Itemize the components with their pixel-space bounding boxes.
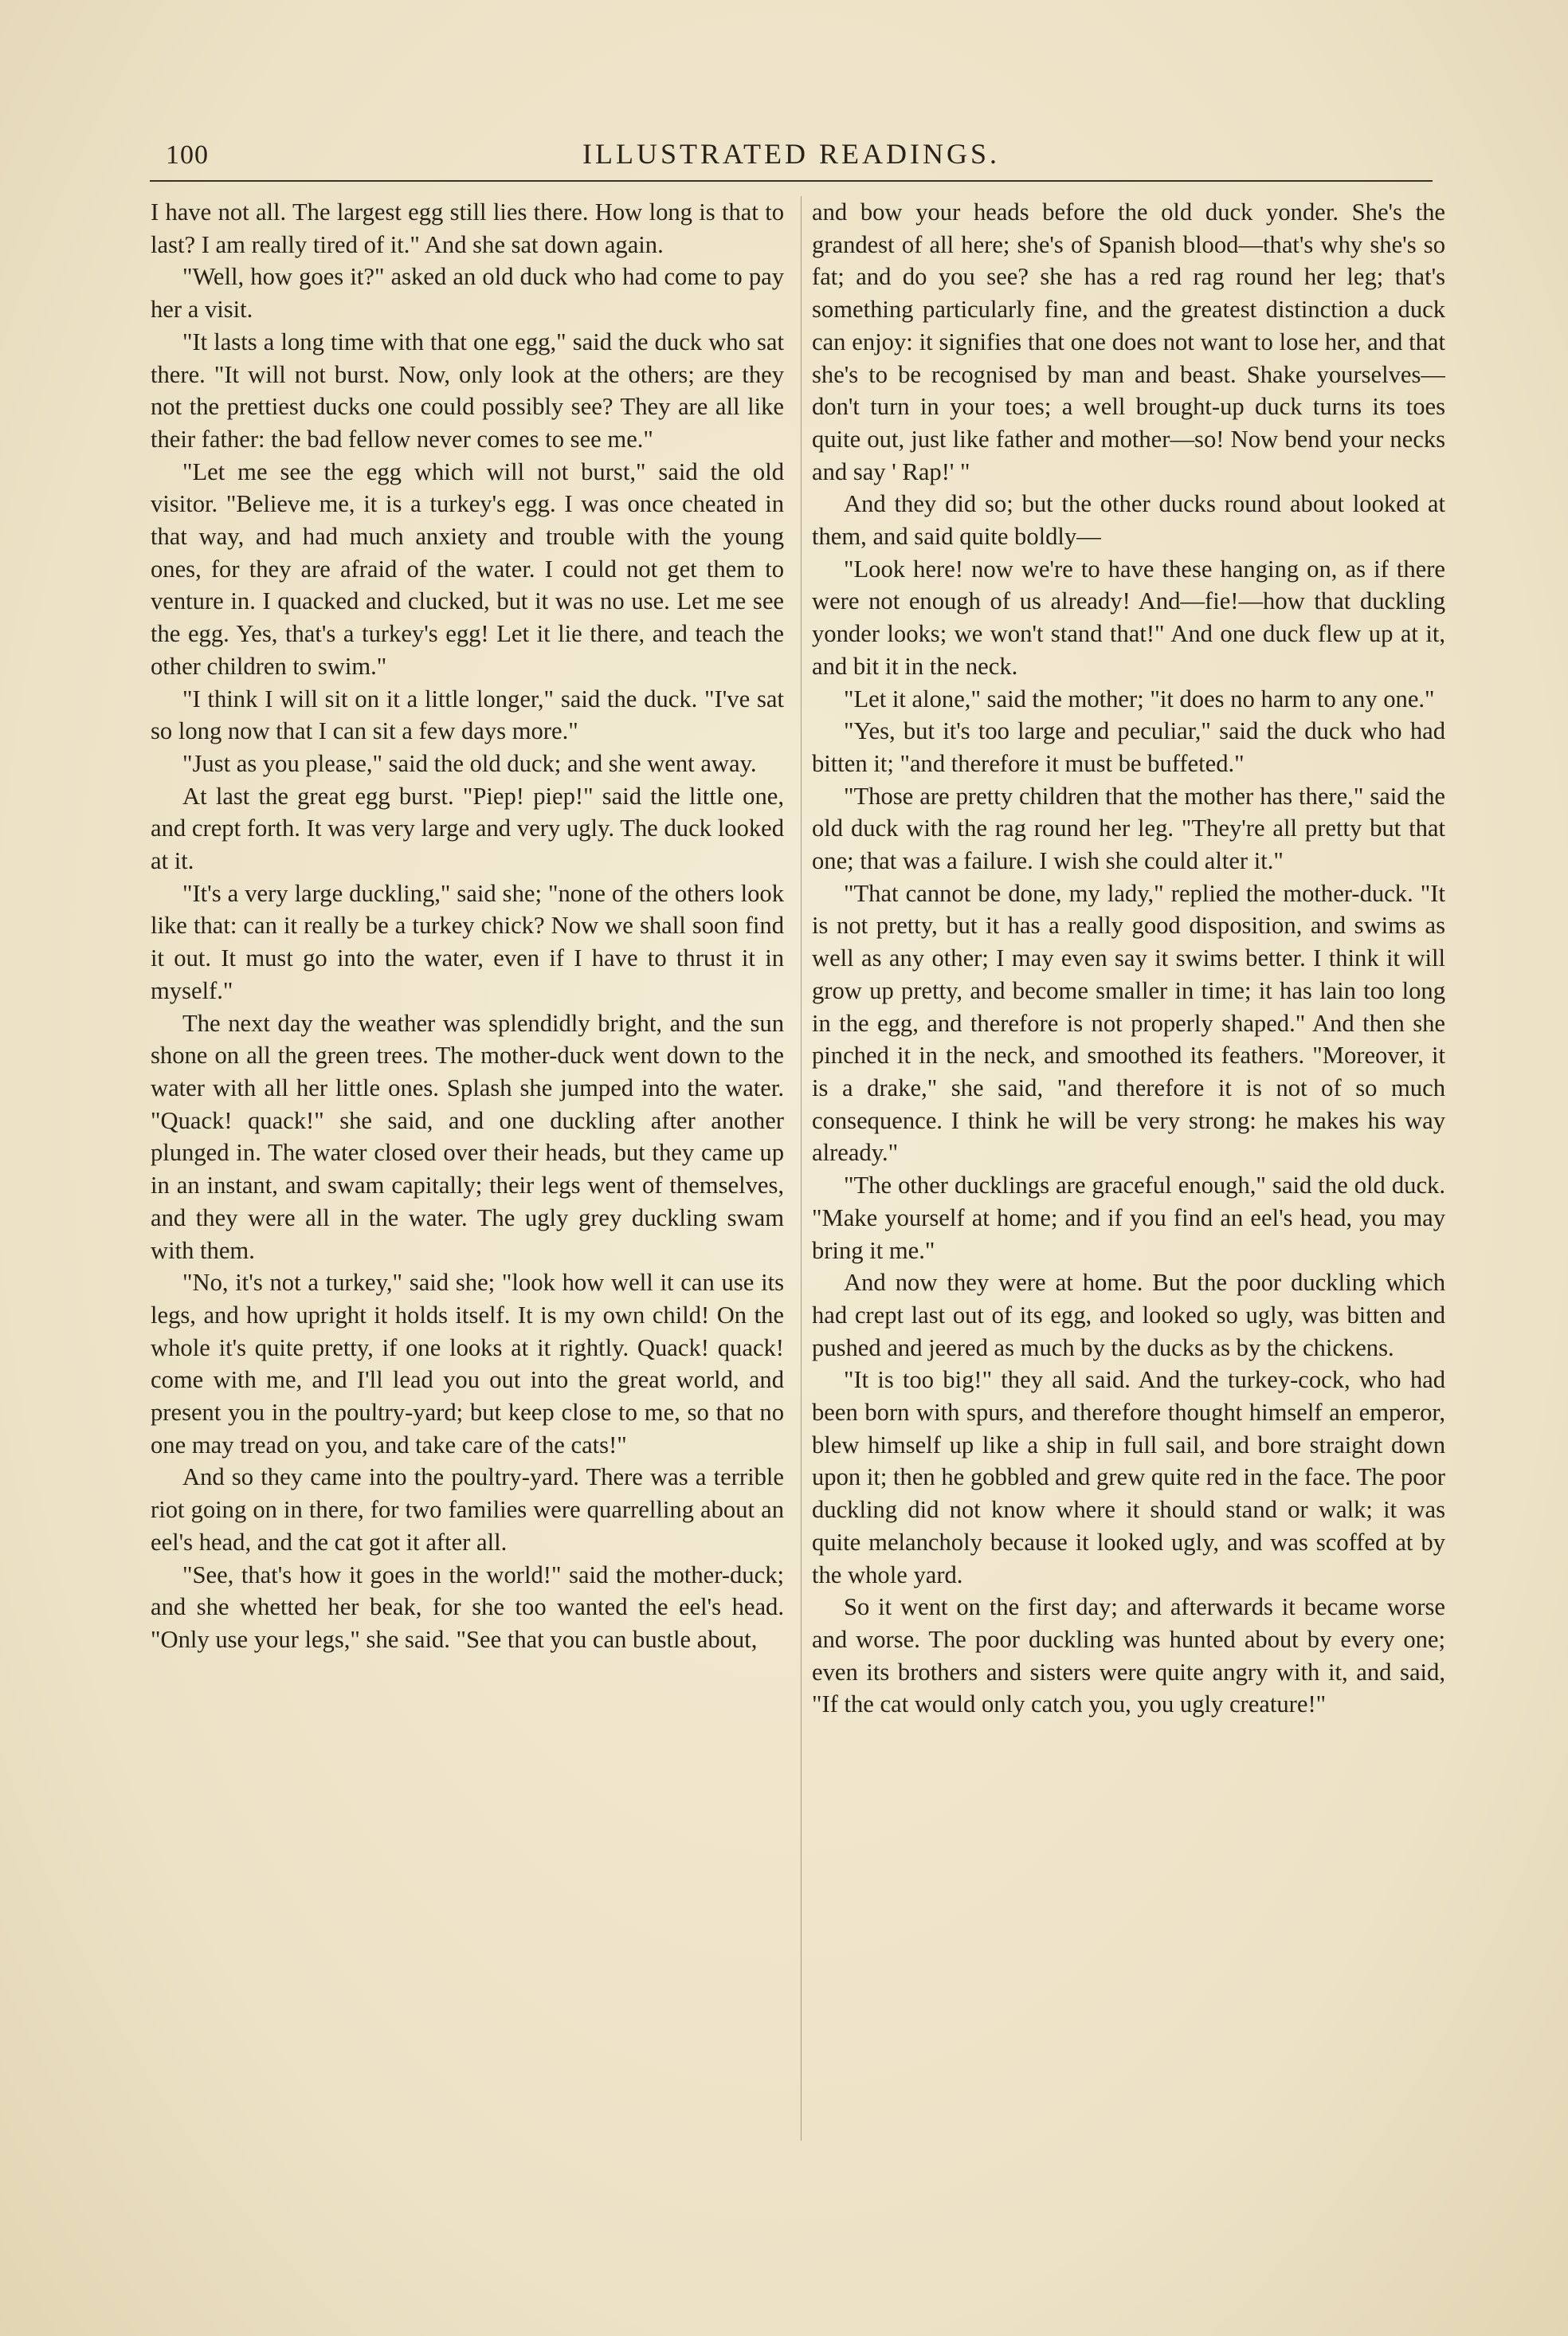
- paragraph: "Let it alone," said the mother; "it does no harm to any one.": [844, 685, 1435, 713]
- paragraph: "Those are pretty children that the mother has there," said the old duck with the rag round her leg. "They're all pretty but that one; that was a failure. I wish she could alter it.": [812, 782, 1445, 875]
- page-number: 100: [166, 140, 209, 170]
- left-column: [151, 196, 784, 2157]
- paragraph: The next day the weather was splendidly bright, and the sun shone on all the green trees. The mother-duck went down to the water with all her little ones. Splash she jumped into the water. "Quack! quack!" she said, and one duckling after another plunged in. The water closed over their heads, but they came up in an instant, and swam capitally; their legs went of themselves, and they were all in the water. The ugly grey duckling swam with them.: [151, 1009, 784, 1264]
- paragraph: "That cannot be done, my lady," replied the mother-duck. "It is not pretty, but it has a really good disposition, and swims as well as any other; I may even say it swims better. I think it will grow up pretty, and become smaller in time; it has lain too long in the egg, and therefore is not properly shaped." And then she pinched it in the neck, and smoothed its feathers. "Moreover, it is a drake," she said, "and therefore it is not of so much consequence. I think he will be very strong: he makes his way already.": [812, 879, 1445, 1167]
- paragraph: And they did so; but the other ducks round about looked at them, and said quite boldly—: [812, 490, 1445, 551]
- paragraph: At last the great egg burst. "Piep! piep!" said the little one, and crept forth. It was very large and very ugly. The duck looked at it.: [151, 782, 784, 875]
- paragraph: "It's a very large duckling," said she; "none of the others look like that: can it really be a turkey chick? Now we shall soon find it out. It must go into the water, even if I have to thrust it in myself.": [151, 879, 784, 1004]
- header-rule: [150, 180, 1433, 182]
- right-column: [812, 196, 1445, 2157]
- paragraph: So it went on the first day; and afterwards it became worse and worse. The poor duckling was hunted about by every one; even its brothers and sisters were quite angry with it, and said, "If the cat would only catch you, you ugly creature!": [812, 1593, 1445, 1718]
- paragraph: I have not all. The largest egg still lies there. How long is that to last? I am really tired of it." And she sat down again.: [151, 198, 784, 258]
- paragraph: "Look here! now we're to have these hanging on, as if there were not enough of us already! And—fie!—how that duckling yonder looks; we won't stand that!" And one duck flew up at it, and bit it in the neck.: [812, 555, 1445, 680]
- page-header: [150, 129, 1433, 179]
- paragraph: "It is too big!" they all said. And the turkey-cock, who had been born with spurs, and therefore thought himself an emperor, blew himself up like a ship in full sail, and bore straight down upon it; then he gobbled and grew quite red in the face. The poor duckling did not know where it should stand or walk; it was quite melancholy because it looked ugly, and was scoffed at by the whole yard.: [812, 1366, 1445, 1588]
- paragraph: "No, it's not a turkey," said she; "look how well it can use its legs, and how upright it holds itself. It is my own child! On the whole it's quite pretty, if one looks at it rightly. Quack! quack! come with me, and I'll lead you out into the great world, and present you in the poultry-yard; but keep close to me, so that no one may tread on you, and take care of the cats!": [151, 1269, 784, 1459]
- paragraph: "The other ducklings are graceful enough," said the old duck. "Make yourself at home; and if you find an eel's head, you may bring it me.": [812, 1172, 1445, 1264]
- paragraph: "See, that's how it goes in the world!" said the mother-duck; and she whetted her beak, for she too wanted the eel's head. "Only use your legs," she said. "See that you can bustle about,: [151, 1561, 784, 1653]
- paragraph: "Let me see the egg which will not burst," said the old visitor. "Believe me, it is a turkey's egg. I was once cheated in that way, and had much anxiety and trouble with the young ones, for they are afraid of the water. I could not get them to venture in. I quacked and clucked, but it was no use. Let me see the egg. Yes, that's a turkey's egg! Let it lie there, and teach the other children to swim.": [151, 457, 784, 680]
- paragraph: "I think I will sit on it a little longer," said the duck. "I've sat so long now that I can sit a few days more.": [151, 685, 784, 745]
- paragraph: and bow your heads before the old duck yonder. She's the grandest of all here; she's of Spanish blood—that's why she's so fat; and do you see? she has a red rag round her leg; that's something particularly fine, and the greatest distinction a duck can enjoy: it signifies that one does not want to lose her, and that she's to be recognised by man and beast. Shake yourselves—don't turn in your toes; a well brought-up duck turns its toes quite out, just like father and mother—so! Now bend your necks and say ' Rap!' ": [812, 198, 1445, 485]
- paragraph: "It lasts a long time with that one egg," said the duck who sat there. "It will not burst. Now, only look at the others; are they not the prettiest ducks one could possibly see? They are all like their father: the bad fellow never comes to see me.": [151, 328, 784, 453]
- paragraph: "Just as you please," said the old duck; and she went away.: [182, 749, 757, 777]
- paragraph: "Well, how goes it?" asked an old duck who had come to pay her a visit.: [151, 263, 784, 324]
- paragraph: And now they were at home. But the poor duckling which had crept last out of its egg, and looked so ugly, was bitten and pushed and jeered as much by the ducks as by the chickens.: [812, 1269, 1445, 1361]
- paragraph: "Yes, but it's too large and peculiar," said the duck who had bitten it; "and therefore it must be buffeted.": [812, 717, 1445, 777]
- column-divider: [801, 196, 802, 2141]
- running-head: ILLUSTRATED READINGS.: [582, 138, 1000, 170]
- paragraph: And so they came into the poultry-yard. There was a terrible riot going on in there, for two families were quarrelling about an eel's head, and the cat got it after all.: [151, 1463, 784, 1556]
